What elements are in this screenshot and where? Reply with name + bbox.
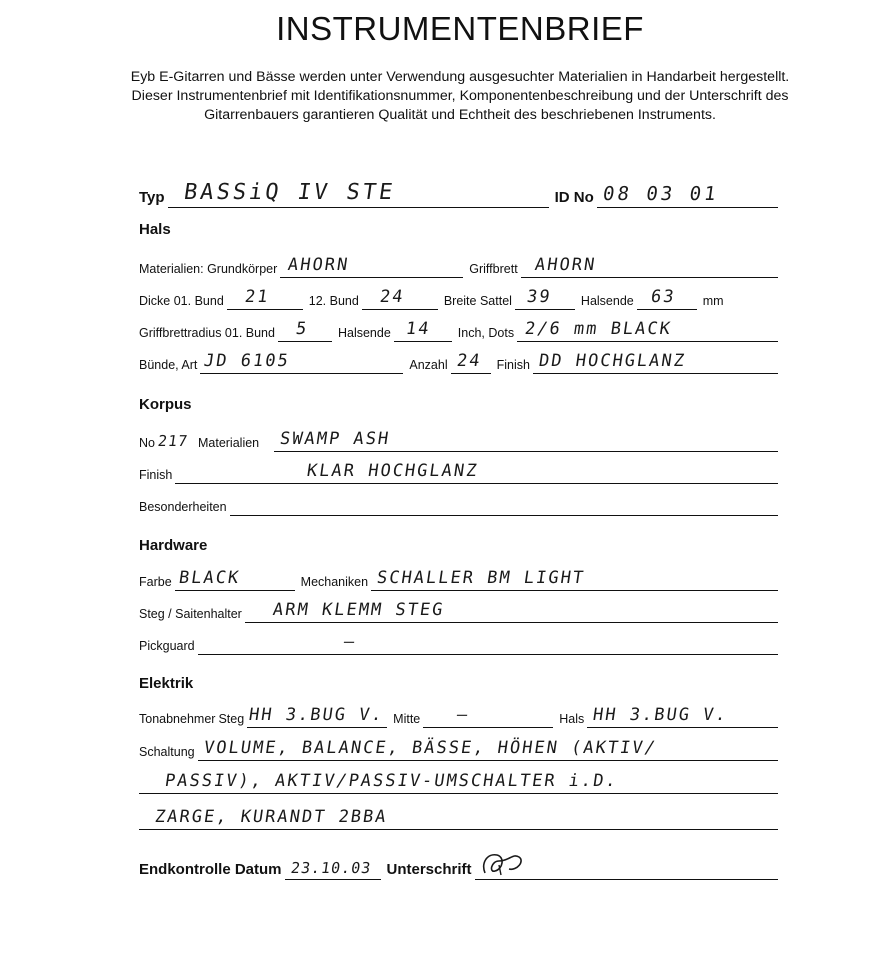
mechaniken-field[interactable]	[371, 570, 778, 591]
schaltung-line3: ZARGE, KURANDT 2BBA	[153, 807, 389, 827]
breite-sattel-label: Breite Sattel	[443, 294, 512, 308]
dicke-label: Dicke 01. Bund	[139, 294, 224, 308]
dots-value: 2/6 mm BLACK	[523, 319, 674, 339]
schaltung-row	[139, 740, 778, 761]
besonderheiten-row	[139, 495, 778, 516]
steg-saitenhalter-value: ARM KLEMM STEG	[271, 600, 446, 620]
pickguard-field[interactable]	[198, 634, 778, 655]
document-title: INSTRUMENTENBRIEF	[276, 10, 644, 47]
korpus-materialien-field[interactable]	[274, 431, 778, 452]
farbe-field[interactable]	[175, 570, 295, 591]
halsende-field[interactable]	[637, 289, 697, 310]
farbe-label: Farbe	[139, 575, 172, 589]
schaltung-line1: VOLUME, BALANCE, BÄSSE, HÖHEN (AKTIV/	[202, 738, 658, 758]
radius-label: Griffbrettradius 01. Bund	[139, 326, 275, 340]
hardware-farbe-row	[139, 570, 778, 591]
korpus-finish-row	[139, 463, 778, 484]
typ-value: BASSiQ IV STE	[181, 180, 397, 205]
farbe-value: BLACK	[177, 568, 242, 588]
griffbrett-label: Griffbrett	[469, 262, 518, 276]
besonderheiten-label: Besonderheiten	[139, 500, 227, 514]
dicke-field[interactable]	[227, 289, 303, 310]
intro-paragraph: Eyb E-Gitarren und Bässe werden unter Verwendung ausgesuchter Materialien in Handarbeit hergestellt. Dieser Instrumentenbrief mit Identifikationsnummer, Komponentenbeschreibung und der Unterschrift des Gitarrenbauers garantieren Qualität und Echtheit des beschriebenen Instruments.	[130, 69, 790, 123]
halsende-label: Halsende	[580, 294, 634, 308]
tonabnehmer-steg-field[interactable]	[247, 707, 387, 728]
endkontrolle-row	[139, 859, 778, 880]
radius-halsende-label: Halsende	[337, 326, 391, 340]
hals-radius-row	[139, 321, 778, 342]
pickguard-label: Pickguard	[139, 639, 195, 653]
pickguard-value: —	[342, 632, 358, 652]
halsende-value: 63	[649, 287, 677, 307]
steg-saitenhalter-label: Steg / Saitenhalter	[139, 607, 242, 621]
korpus-no-row	[139, 431, 778, 452]
korpus-no-label: No	[139, 436, 155, 450]
unterschrift-label: Unterschrift	[386, 861, 472, 878]
bund12-label: 12. Bund	[308, 294, 359, 308]
radius-halsende-value: 14	[404, 319, 432, 339]
grundkoerper-value: AHORN	[286, 255, 351, 275]
mechaniken-value: SCHALLER BM LIGHT	[375, 568, 587, 588]
anzahl-field[interactable]	[451, 353, 491, 374]
korpus-no-value: 217	[156, 432, 190, 450]
mechaniken-label: Mechaniken	[300, 575, 369, 589]
dots-field[interactable]	[517, 321, 778, 342]
schaltung-continuation-1[interactable]	[139, 773, 778, 794]
tonabnehmer-hals-label: Hals	[559, 712, 585, 726]
tonabnehmer-hals-value: HH 3.BUG V.	[591, 705, 730, 725]
korpus-no-field[interactable]	[158, 432, 198, 452]
inch-dots-label: Inch, Dots	[457, 326, 515, 340]
pickguard-row	[139, 634, 778, 655]
korpus-heading: Korpus	[139, 396, 192, 413]
anzahl-label: Anzahl	[409, 358, 448, 372]
buende-field[interactable]	[200, 353, 403, 374]
buende-value: JD 6105	[202, 351, 292, 371]
id-label: ID No	[554, 189, 594, 206]
korpus-finish-value: KLAR HOCHGLANZ	[305, 461, 481, 481]
besonderheiten-field[interactable]	[230, 495, 778, 516]
radius-value: 5	[294, 319, 310, 339]
hals-finish-label: Finish	[496, 358, 530, 372]
schaltung-continuation-2[interactable]	[139, 809, 778, 830]
hals-finish-field[interactable]	[533, 353, 778, 374]
korpus-finish-field[interactable]	[175, 463, 778, 484]
korpus-finish-label: Finish	[139, 468, 173, 482]
endkontrolle-label: Endkontrolle Datum	[139, 861, 282, 878]
korpus-materialien-label: Materialien	[197, 436, 260, 450]
schaltung-line2: PASSIV), AKTIV/PASSIV-UMSCHALTER i.D.	[163, 771, 620, 791]
tonabnehmer-row	[139, 707, 778, 728]
typ-field[interactable]	[168, 181, 549, 208]
hals-dicke-row	[139, 289, 778, 310]
korpus-materialien-value: SWAMP ASH	[278, 429, 392, 449]
hals-finish-value: DD HOCHGLANZ	[537, 351, 688, 371]
elektrik-heading: Elektrik	[139, 675, 194, 692]
typ-row	[139, 181, 778, 208]
tonabnehmer-label: Tonabnehmer	[139, 712, 216, 726]
tonabnehmer-hals-field[interactable]	[587, 707, 778, 728]
bund12-field[interactable]	[362, 289, 438, 310]
hals-materialien-row	[139, 257, 778, 278]
dicke-value: 21	[243, 287, 271, 307]
tonabnehmer-steg-value: HH 3.BUG V.	[247, 705, 386, 725]
buende-label: Bünde, Art	[139, 358, 198, 372]
radius-field[interactable]	[278, 321, 332, 342]
breite-sattel-field[interactable]	[515, 289, 575, 310]
griffbrett-field[interactable]	[521, 257, 778, 278]
breite-sattel-value: 39	[525, 287, 553, 307]
typ-label: Typ	[139, 189, 165, 206]
mitte-value: —	[455, 705, 471, 725]
materialien-label: Materialien: Grundkörper	[139, 262, 278, 276]
steg-saitenhalter-field[interactable]	[245, 602, 778, 623]
bund12-value: 24	[378, 287, 406, 307]
schaltung-field[interactable]	[198, 740, 778, 761]
datum-value: 23.10.03	[289, 859, 373, 877]
id-field[interactable]	[597, 181, 778, 208]
griffbrett-value: AHORN	[533, 255, 598, 275]
handwritten-signature	[479, 849, 539, 879]
radius-halsende-field[interactable]	[394, 321, 452, 342]
mitte-field[interactable]	[423, 707, 553, 728]
hals-buende-row	[139, 353, 778, 374]
datum-field[interactable]	[285, 859, 381, 880]
grundkoerper-field[interactable]	[280, 257, 463, 278]
tonabnehmer-steg-label: Steg	[218, 712, 245, 726]
anzahl-value: 24	[455, 351, 483, 371]
id-value: 08 03 01	[601, 183, 720, 205]
mitte-label: Mitte	[393, 712, 421, 726]
schaltung-label: Schaltung	[139, 745, 195, 759]
unterschrift-field[interactable]	[475, 859, 778, 880]
hals-heading: Hals	[139, 221, 171, 238]
hardware-heading: Hardware	[139, 537, 208, 554]
steg-saitenhalter-row	[139, 602, 778, 623]
mm-label: mm	[702, 294, 724, 308]
